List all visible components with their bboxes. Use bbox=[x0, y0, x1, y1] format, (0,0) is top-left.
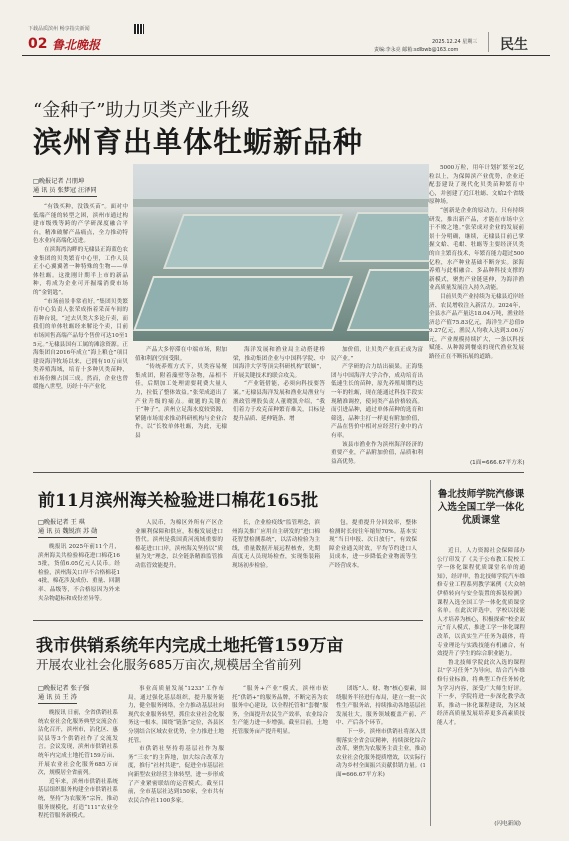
story3-column-3 bbox=[232, 685, 328, 823]
paper-name-logo: 鲁北晚报 bbox=[52, 38, 101, 52]
page-number: 02 bbox=[28, 36, 48, 52]
paragraph: “服务+产业”模式，滨州市依托“供销+”的服务品牌，不断完善为农服务中心建设，以全程托管和“套餐”服务，全面提升农民生产效率，农业综合生产能力进一步增强。截至目前，土地托管服务亩产提升明显。 bbox=[232, 686, 328, 735]
paragraph: “有钱买种，没钱买苗”。面对中低端产能的转型之困，滨州市通过构建市级残等跨的产学研深度融合平台，精准破解产品痛点，全力推动特色水业向高端化迈进。 bbox=[33, 204, 128, 245]
story1-headline: 滨州育出单体牡蛎新品种 bbox=[33, 125, 364, 159]
editor-line: 责编:李永亮 邮箱:sdlbwb@163.com bbox=[374, 47, 459, 53]
story1-byline-correspondent: 通 讯 员 张梦冠 汪泽同 bbox=[33, 187, 97, 197]
sidebar-credit: (闪电新闻) bbox=[494, 821, 521, 827]
story2-column-1 bbox=[38, 543, 120, 615]
paragraph: 产品大多停滞在中端市场，附加值和利润空间受限。 bbox=[135, 347, 227, 362]
paragraph: 下一步，滨州市供销社将深入贯彻落实全省会议精神，持续深化综合改革，聚焦为农服务主责主业，推动农业社会化服务提质增效，以实际行动为乡村全面振兴贡献供销力量。(1面=666.67平方米) bbox=[336, 728, 426, 778]
section-label: 民生 bbox=[500, 37, 528, 53]
story3-column-4 bbox=[336, 685, 426, 823]
story3-headline: 我市供销系统年内完成土地托管159万亩 bbox=[36, 636, 344, 656]
paragraph: “市场前景非常看好。”集团贝类繁育中心负责人张荣成指着采苗车间的育种台说，“过去贝类大多论斤卖，而我们的单体牡蛎经来解论个卖，目前市场回售高端产品每个售价可达10至15元。”无棣县国有工属的滩涂资源。正海集团自2016年成立“海上粮仓”项目建设海洋牧场以来，已拥有10万亩贝类养殖海域，培育十多种贝类苗种，市场份额占国三成。然而，企业也曾缓拖八世型，历经十年产业化 bbox=[33, 298, 128, 391]
paragraph: 团练”人、财、物”核心要素，围绕服务半径进行布局，建立一批一次性生产服务站，持续推动各地基层社发展壮大，服务领域覆盖产前、产中、产后各个环节。 bbox=[336, 686, 426, 727]
paragraph: 人民币，为棉区外所有产区企业顺利保障和供应，积极发展进口替代。滨州是我国黄河流域重要的棉花进口口岸，滨州海关坚持以“质量为先”理念，以全链条精准监管推动监管效能提升。 bbox=[135, 520, 223, 569]
story3-byline-correspondent: 通 讯 员 王 涛 bbox=[38, 694, 77, 704]
divider-line bbox=[33, 620, 423, 621]
paragraph: “创新是企业的原动力。只有持续研发，推出新产品，才能在市场中立于不败之地。”张荣成对企业的发展前景十分明确，继续，无棣县目前已掌握文蛤、毛蚶、牡蛎等主要经济贝类的自主繁育技术，年繁育能力超过500亿粒，水产种业基础不断夯实。深海养殖与此相融合、多品种科技支撑的新模式，聚焦产业链延伸，为海洋渔业高质量发展注入持久动能。 bbox=[429, 207, 524, 292]
paragraph: 晚报讯 日前，全省供销社系统农业社会化服务典型交流会在沾化召开，滨州市，沾化区、惠民县等3个供销社作了交流发言。会议发现，滨州市供销社系统年内完成土地托管159万亩、开展农业社会化服务685万亩次，规模居全省前列。 bbox=[38, 710, 118, 777]
story1-kicker: “金种子”助力贝类产业升级 bbox=[33, 100, 250, 121]
story1-column-5 bbox=[429, 164, 524, 454]
story3-subheadline: 开展农业社会化服务685万亩次,规模居全省前列 bbox=[36, 657, 302, 672]
paragraph: 鲁北技师学院此次入选的课程以“学习任务”为导向，结合汽车维修行业标准，将典型工作任务转化为学习内容，深受广大师生好评。下一步，学院将进一步深化教学改革，推动一体化课程建设，为区域经济高质量发展培养更多高素质技能人才。 bbox=[437, 659, 525, 726]
paragraph: “产业链借能，必须向科技要答案。”无棣县海洋发展和渔业局渔业与渔政管理股负责人董晓凯介绍，“我们着力于攻克苗种繁育难关，目标是提升品质、延伸链条、增 bbox=[233, 381, 325, 422]
paragraph: 市供销社坚持将基层社作为服务“三农”的主阵地，加大综合改革力度，推行“社村共建”，促进全市基层社向新型农业经营主体转型，进一步形成了产业紧密联结的运营模式。截至目前，全市基层社达到150家，全市共有农民合作社1100多家。 bbox=[128, 746, 224, 804]
story2-column-4 bbox=[329, 519, 417, 615]
paragraph: 产学研的合力结出硕果。正海集团与中国海洋大学合作，成功培育出低速生长的苗种，原先养殖周期约达一年的牡蛎，现在能通过科技手段实现精准调控，使同类产品价格较高。而引进品种，通过单体苗种的选育和筛选，品种主打一样更有附加价值，产品在售价中相对应经营行业中的占有率。 bbox=[331, 364, 423, 439]
sidebar-headline: 鲁北技师学院汽修课入选全国工学一体化优质课堂 bbox=[437, 489, 525, 526]
paragraph: 包，提重提升分回效率，整体检测时长较往年缩短70%。基本实现“当日申报、次日放行”，有效保障企业通关时效，平均节约进口人员成本，进一步降低企业物流等生产经营成本。 bbox=[329, 520, 417, 569]
paragraph: 海洋发展和渔业局主动搭建桥梁，推动集团企业与中国科学院、中国海洋大学等顶尖科研机构“联姻”，开展关键技术的联合攻关。 bbox=[233, 347, 325, 379]
story1-column-4 bbox=[331, 346, 423, 468]
story2-byline-reporter: □晚报记者 王 琪 bbox=[38, 519, 85, 526]
story2-headline: 前11月滨州海关检验进口棉花165批 bbox=[38, 491, 319, 511]
story2-column-2 bbox=[135, 519, 223, 615]
paragraph: 加价值，让贝类产业真正成为富民产业。” bbox=[331, 347, 423, 362]
story3-column-2 bbox=[128, 685, 224, 823]
paragraph: “传统养殖方式下，贝类容易聚集成团，附着藻壁等杂物，品相不佳，后期加工处理需要耗费大量人力，拉低了整体效益。”张荣成道出了产业升级的痛点。破题的关键在于“种子”。滨州立足海水度较资源，紧随市场需求推动科研机构与企业合作，以“长牧单体牡蛎，为此，无棣县 bbox=[135, 364, 227, 439]
paragraph: 目前贝类产业持续为无棣县近岸经济、农民增收注入新活力。2024年，全县水产品产量达18.04万吨，渔业经济总产值75.83亿元，海洋生产总值99.27亿元，渔民人均收入达到3.06万元，产业规模持续扩大，一条以科技赋能、从种源到餐桌的现代渔业发展路径正在不断拓展的道路。 bbox=[429, 293, 524, 361]
paragraph: 长，企业检疫线”监管理念，滨州海关推广应用自主研发的“进口棉花智慧检测系统”，以活动检验为主线，重量数据开展远程核查，先期高度无人员现场检查，实现集装箱现场初步检验。 bbox=[232, 520, 320, 569]
story1-column-1 bbox=[33, 203, 128, 468]
qr-code-icon bbox=[134, 24, 144, 34]
story1-byline-reporter: □晚报记者 吕朋坤 bbox=[33, 178, 85, 185]
sidebar-box bbox=[430, 480, 525, 826]
scan-note: 下载品质滨州 畅享指尖新闻 bbox=[28, 26, 90, 32]
story1-area-note: (1面=666.67平方米) bbox=[470, 460, 525, 466]
story2-column-3 bbox=[232, 519, 320, 615]
photo-pond bbox=[133, 276, 353, 331]
story1-column-3 bbox=[233, 346, 325, 468]
story2-byline-correspondent: 通 讯 员 魏锐滨 苏 勋 bbox=[38, 528, 97, 538]
date-line: 2025.12.24 星期三 bbox=[432, 39, 478, 45]
paragraph: 近年来，滨州市供销社系统基层组织服务构建全市供销社系统，坚持“为农服务”宗旨，推动服务规模化，打造“111”农业全程托管服务新模式。 bbox=[38, 778, 118, 820]
paragraph: 近日，人力资源社会保障部办公厅印发了《关于公布教工院校工学一体化课程优质课堂名单的通知》，经评审，鲁北技师学院汽车维修专业工程系列教学案例《大众纳伊桥转向与安全装置的拆装检测》课程入选全国工学一体化优质课堂名单。在此次评选中，学校以技能人才培养为核心，积极探索“校企双元”育人模式，推进工学一体化课程改革，以真实生产任务为载体，将专业理论与实践技能有机融合，有效提升了学生的综合职业能力。 bbox=[437, 548, 525, 658]
paragraph: 事业高质量发展“1233”工作布局，通过强化基层组织，提升服务能力，健全服务网络，全力推动基层社向现代农业服务转型，抓住农业社会化服务这一根本。围绕“链条”定位，各县区分别结合区域农业优势，全力推进土地托管。 bbox=[128, 686, 224, 744]
story1-column-2 bbox=[135, 346, 227, 468]
section-divider bbox=[488, 32, 489, 52]
sidebar-body bbox=[437, 547, 525, 819]
paragraph: 5000万粒，用年计划扩繁至2亿粒以上，为保障滨产业优势，企业还配套建设了现代化贝类苗种繁育中心，并创建了近江牡蛎、文蛤2个省级原种场。 bbox=[429, 165, 524, 206]
photo-pond bbox=[163, 214, 343, 269]
paragraph: 晚报讯 2025年前11个月，滨州海关共检验棉花进口棉花165批，货值6.05亿元人民币。经检验，滨州海关口岸不合格棉花14批，棉花涉及成份、重量、回潮率、品级等，不合格原因为外来夹杂物超标和成份差异等。 bbox=[38, 544, 120, 602]
divider-line bbox=[33, 472, 524, 473]
paragraph: 在滨海湾沟畔的无棣县正海蓝色农业集团的贝类繁育中心里，工作人员正小心翼翼著一种特殊的生物——单体牡蛎。这批刚计期半上市的新品种，将成为企业可开掘端消费市场的“金钥匙”。 bbox=[33, 246, 128, 296]
story3-byline-reporter: □晚报记者 张子强 bbox=[38, 685, 90, 692]
paragraph: 该县市渔业作为滨州海洋经济的重要产业，产品附加价值，品质和利益高优势。 bbox=[331, 441, 423, 465]
story3-column-1 bbox=[38, 709, 118, 823]
masthead bbox=[22, 22, 550, 56]
